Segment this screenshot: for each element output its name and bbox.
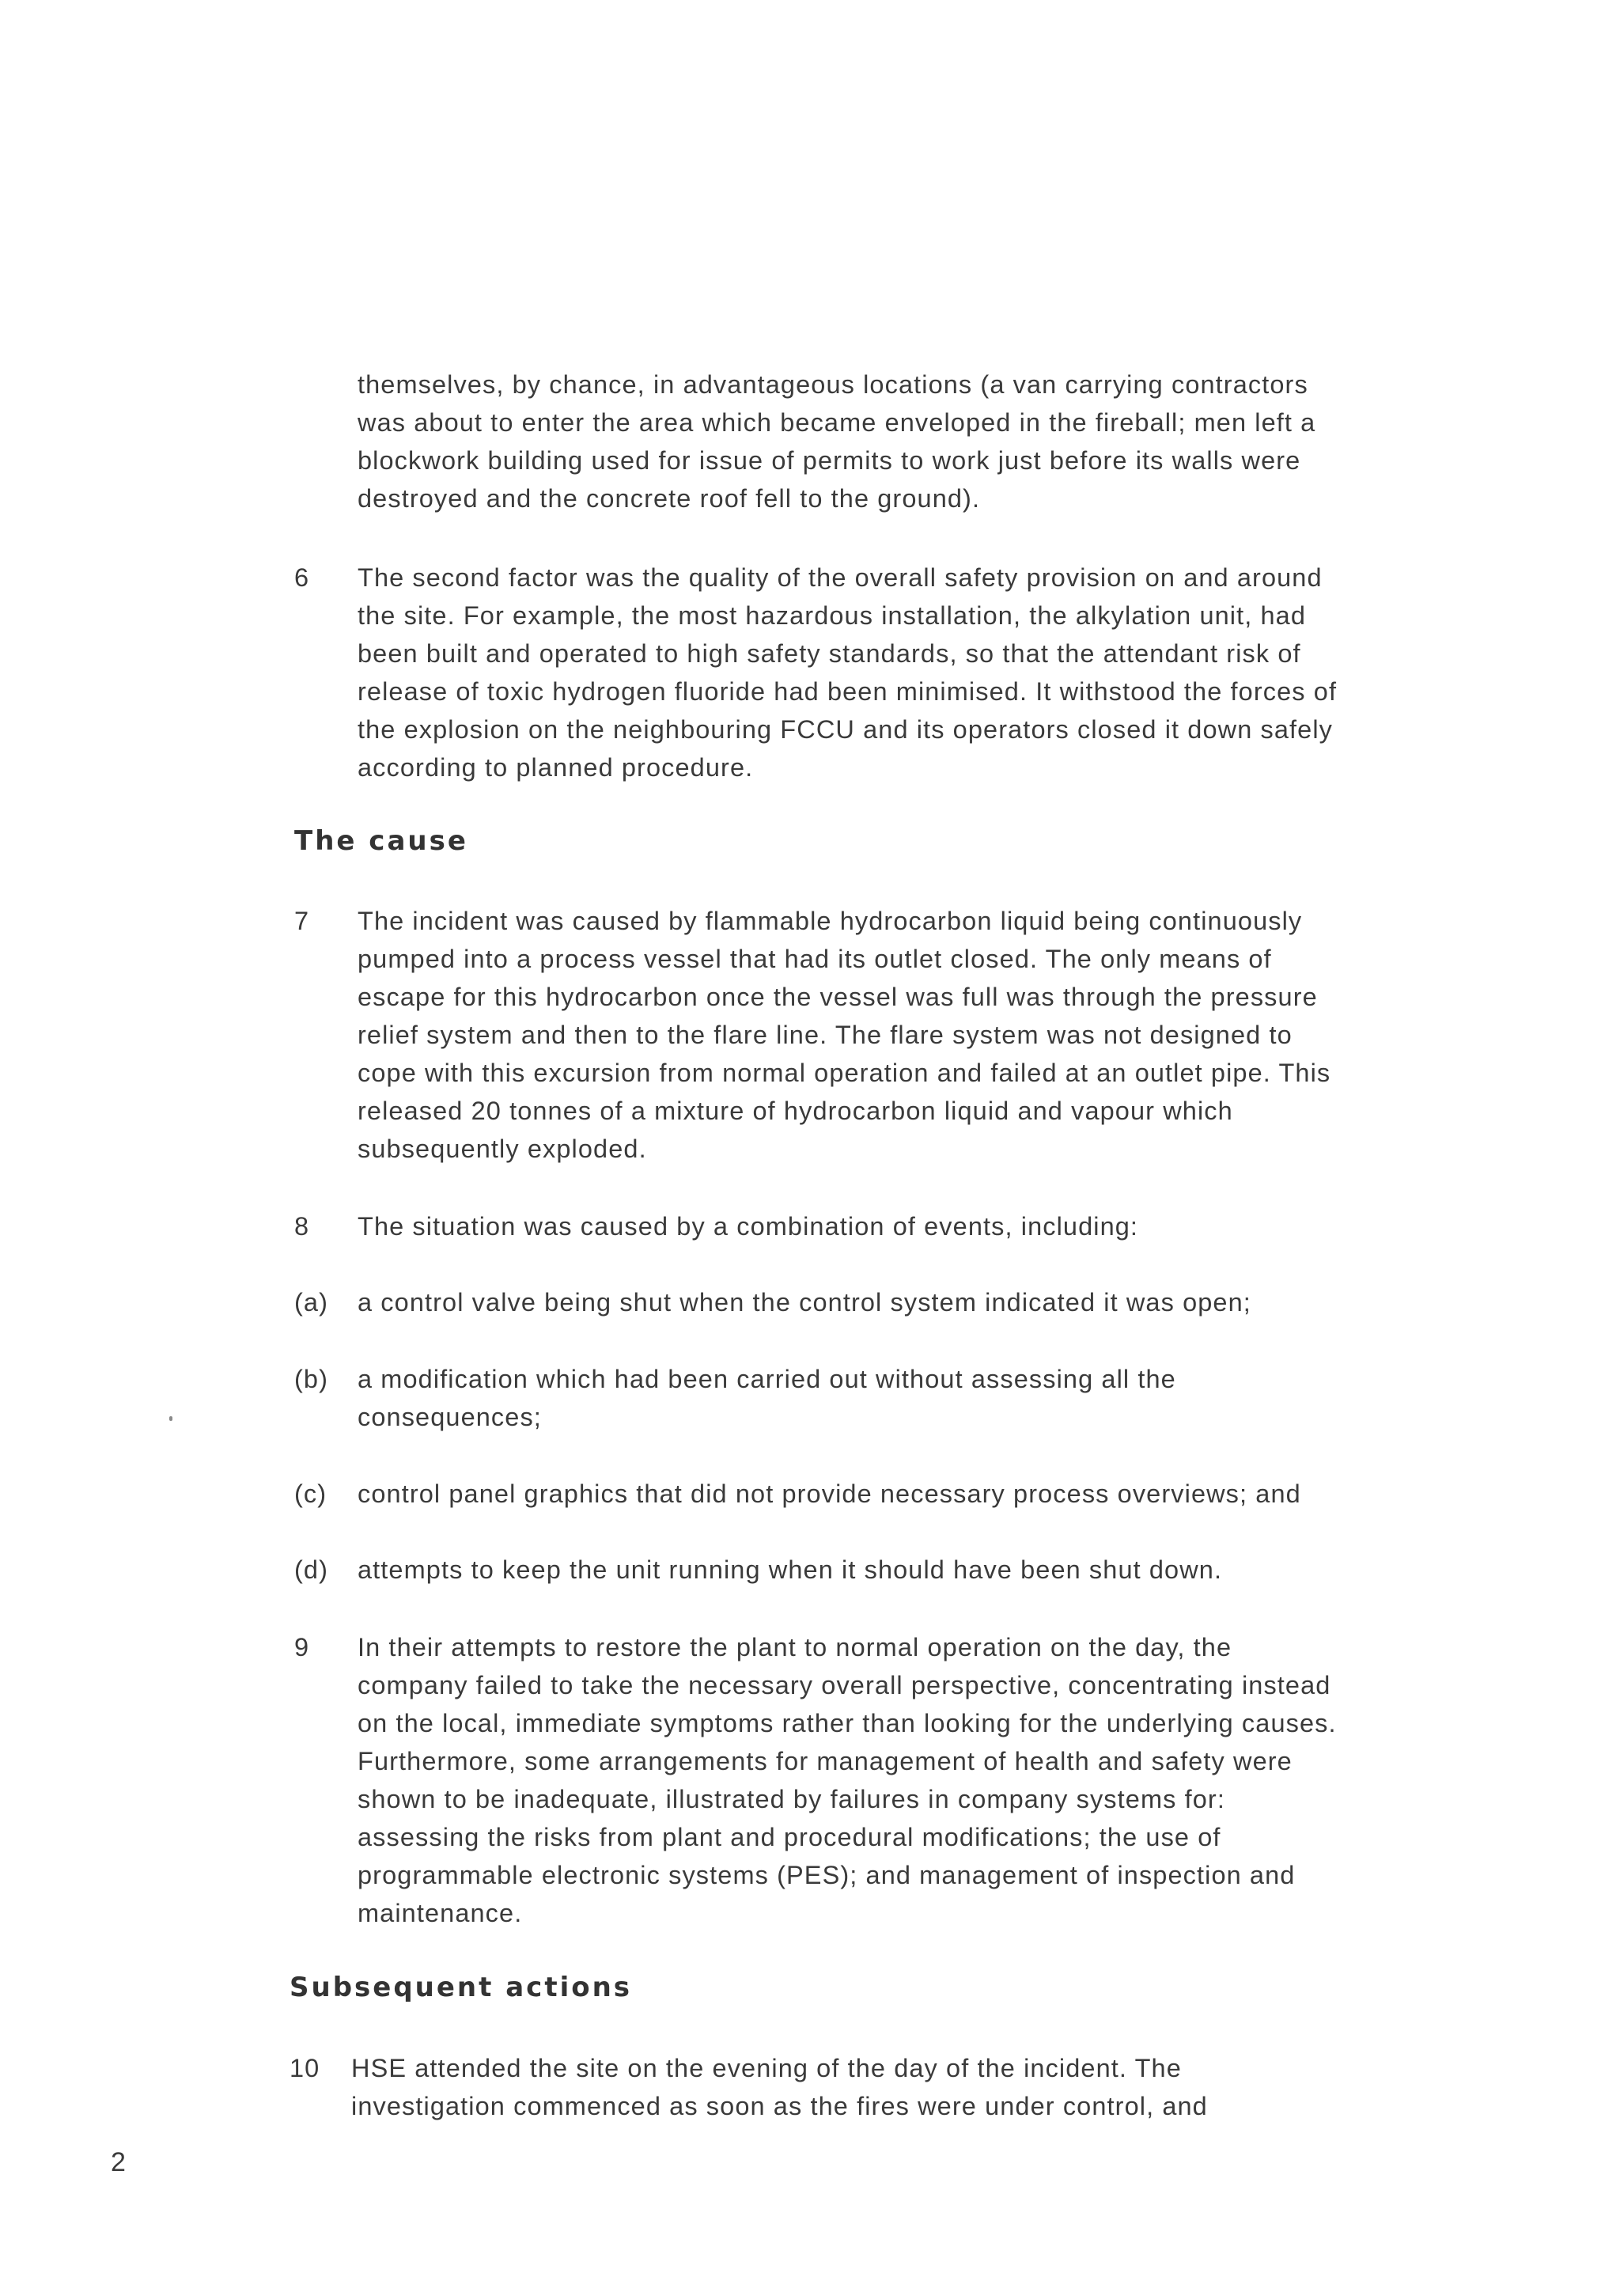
text-line: pumped into a process vessel that had its outlet closed. The only means of: [358, 945, 1272, 973]
paragraph-number: 7: [294, 907, 310, 935]
text-line: In their attempts to restore the plant to normal operation on the day, the: [358, 1633, 1232, 1661]
text-line: assessing the risks from plant and procedural modifications; the use of: [358, 1823, 1221, 1851]
paragraph-body: [358, 1207, 1620, 1245]
text-line: control panel graphics that did not provide necessary process overviews; and: [358, 1480, 1301, 1508]
text-line: a modification which had been carried out without assessing all the: [358, 1365, 1176, 1393]
text-line: investigation commenced as soon as the fires were under control, and: [351, 2092, 1208, 2120]
text-line: attempts to keep the unit running when it should have been shut down.: [358, 1555, 1223, 1584]
paragraph-number: 6: [294, 563, 310, 592]
text-line: released 20 tonnes of a mixture of hydrocarbon liquid and vapour which: [358, 1097, 1233, 1125]
text-line: themselves, by chance, in advantageous locations (a van carrying contractors: [358, 370, 1308, 399]
text-line: cope with this excursion from normal operation and failed at an outlet pipe. This: [358, 1059, 1331, 1087]
paragraph-body: [358, 902, 1620, 1168]
list-item-body: [358, 1360, 1620, 1436]
list-item-body: [358, 1551, 1620, 1589]
paragraph-number: 10: [290, 2054, 320, 2082]
text-line: Furthermore, some arrangements for management of health and safety were: [358, 1747, 1293, 1775]
text-line: a control valve being shut when the control system indicated it was open;: [358, 1288, 1251, 1317]
scan-speck: [169, 1416, 172, 1421]
text-line: The situation was caused by a combination of events, including:: [358, 1212, 1139, 1241]
paragraph-number: 8: [294, 1212, 310, 1241]
text-line: blockwork building used for issue of permits to work just before its walls were: [358, 446, 1301, 475]
text-line: the explosion on the neighbouring FCCU and its operators closed it down safely: [358, 715, 1333, 744]
section-heading-subsequent-actions: Subsequent actions: [290, 1972, 633, 2003]
text-line: shown to be inadequate, illustrated by failures in company systems for:: [358, 1785, 1225, 1813]
list-item-body: [358, 1283, 1620, 1321]
text-line: according to planned procedure.: [358, 753, 754, 782]
paragraph-body: [358, 1628, 1620, 1932]
text-line: escape for this hydrocarbon once the vessel was full was through the pressure: [358, 983, 1318, 1011]
page-number: 2: [111, 2147, 126, 2177]
text-line: HSE attended the site on the evening of the day of the incident. The: [351, 2054, 1182, 2082]
text-line: programmable electronic systems (PES); and management of inspection and: [358, 1861, 1296, 1889]
list-marker: (a): [294, 1288, 329, 1317]
text-line: consequences;: [358, 1403, 542, 1431]
text-line: maintenance.: [358, 1899, 523, 1927]
text-line: subsequently exploded.: [358, 1135, 647, 1163]
text-line: The incident was caused by flammable hydrocarbon liquid being continuously: [358, 907, 1303, 935]
text-line: release of toxic hydrogen fluoride had been minimised. It withstood the forces of: [358, 677, 1338, 706]
paragraph-body: [358, 559, 1620, 786]
text-line: relief system and then to the flare line. The flare system was not designed to: [358, 1021, 1293, 1049]
list-marker: (b): [294, 1365, 329, 1393]
paragraph-body: [351, 2049, 1620, 2125]
text-line: company failed to take the necessary overall perspective, concentrating instead: [358, 1671, 1331, 1699]
text-line: the site. For example, the most hazardous installation, the alkylation unit, had: [358, 601, 1307, 630]
section-heading-cause: The cause: [294, 825, 468, 857]
text-line: destroyed and the concrete roof fell to the ground).: [358, 484, 981, 513]
text-line: on the local, immediate symptoms rather than looking for the underlying causes.: [358, 1709, 1337, 1737]
text-line: been built and operated to high safety standards, so that the attendant risk of: [358, 639, 1301, 668]
list-marker: (c): [294, 1480, 327, 1508]
paragraph-number: 9: [294, 1633, 310, 1661]
text-line: was about to enter the area which became enveloped in the fireball; men left a: [358, 408, 1316, 437]
list-marker: (d): [294, 1555, 329, 1584]
text-line: The second factor was the quality of the overall safety provision on and around: [358, 563, 1323, 592]
list-item-body: [358, 1475, 1620, 1513]
continuation-text: [358, 366, 1315, 517]
